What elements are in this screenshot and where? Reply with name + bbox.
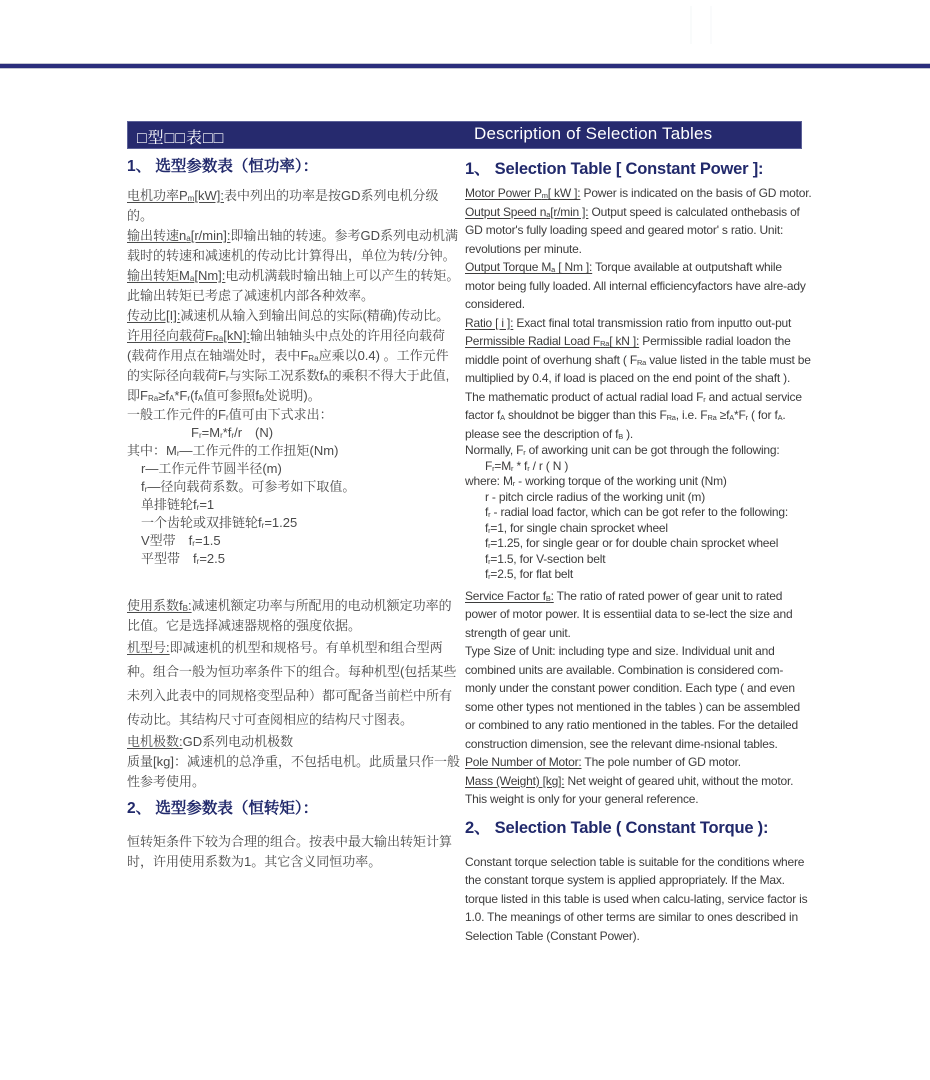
- para-text: 即减速机的机型和规格号。有单机型和组合型两种。组合一般为恒功率条件下的组合。每种机型(包括某些未列入此表中的同规格变型品种）都可配备当前栏中所有传动比。其结构尺寸可查阅相应的结构尺寸图表。: [127, 640, 457, 727]
- formula-line: $f_r—$径向载荷系数。可参考如下取值。: [141, 479, 356, 495]
- para-term: 电机极数:: [127, 734, 183, 749]
- english-column: [465, 150, 813, 945]
- para-ratio-en: [465, 314, 813, 333]
- para-term: Pole Number of Motor:: [465, 755, 582, 769]
- para-term: Output Torque $M_a$ [ Nm ]:: [465, 260, 593, 275]
- para-term: 输出转矩$M_a[Nm]$:: [127, 268, 226, 284]
- radial-load-formula-en: [465, 443, 813, 583]
- formula-line: r—工作元件节圆半径(m): [141, 461, 282, 476]
- chinese-column: [127, 150, 460, 872]
- para-constant-torque-note-zh: [127, 832, 460, 872]
- para-text: The ratio of rated power of gear unit to rated power of motor power. It is essentiial data to se-lect the size and strength of gear unit.: [465, 588, 793, 640]
- para-text: 恒转矩条件下较为合理的组合。按表中最大输出转矩计算时，许用使用系数为1。其它含义同恒功率。: [127, 834, 453, 869]
- para-text: Power is indicated on the basis of GD motor.: [580, 186, 812, 200]
- faint-logo-ghost: [690, 6, 860, 44]
- formula-line: $F_r=M_r*f_r/r$ (N): [191, 425, 274, 441]
- para-radial-load-en: [465, 332, 813, 443]
- para-output-torque-en: [465, 258, 813, 314]
- para-text: 即输出轴的转速。参考GD系列电动机满载时的转速和减速机的传动比计算得出，单位为转/分钟。: [127, 228, 458, 263]
- para-term: Permissible Radial Load $F_{Ra}$[ kN ]:: [465, 334, 640, 349]
- para-service-factor-en: [465, 587, 813, 643]
- para-text: Exact final total transmission ratio from inputto out-put: [513, 315, 792, 330]
- para-term: 机型号:: [127, 640, 170, 655]
- para-text: 表中列出的功率是按GD系列电机分级的。: [127, 188, 439, 223]
- formula-line: 其中：$M_r—$工作元件的工作扭矩(Nm): [127, 443, 339, 459]
- page-title-zh: □型□□表□□: [137, 130, 225, 147]
- formula-line: $F_r=M_r * f_r / r$ ( N ): [485, 458, 569, 473]
- formula-line: V型带 $f_r=1.5$: [141, 533, 221, 549]
- para-text: GD系列电动机极数: [182, 734, 294, 749]
- formula-line: $f_r=1.5$, for V-section belt: [485, 551, 606, 566]
- formula-line: where: $M_r$ - working torque of the working unit (Nm): [465, 474, 727, 489]
- formula-line: 一般工作元件的$F_r$值可由下式求出：: [127, 407, 333, 423]
- formula-line: r - pitch circle radius of the working unit (m): [485, 489, 706, 504]
- para-term: Ratio [ i ]:: [465, 315, 514, 330]
- page-title-en: Description of Selection Tables: [474, 124, 713, 143]
- para-text: Output speed is calculated onthebasis of GD motor's fully loading speed and geared motor' s ratio. Unit: revolutions per minute.: [465, 204, 800, 256]
- para-motor-power-zh: [127, 186, 460, 226]
- para-text: Torque available at outputshaft while motor being fully loaded. All internal efficiencyfactors have alre-ady considered.: [465, 260, 806, 311]
- radial-load-formula-zh: [127, 406, 460, 568]
- formula-line: 一个齿轮或双排链轮$f_r=1.25$: [141, 515, 298, 531]
- para-term: Mass (Weight) [kg]:: [465, 773, 565, 788]
- section-title-bar: [127, 121, 802, 149]
- para-type-size-zh: [127, 636, 460, 732]
- para-text: 质量[kg]：减速机的总净重，不包括电机。此质量只作一般性参考使用。: [127, 754, 460, 789]
- para-type-size-en: [465, 642, 813, 753]
- para-text: Net weight of geared uhit, without the motor. This weight is only for your general reference.: [465, 773, 794, 806]
- para-radial-load-zh: [127, 326, 460, 406]
- para-output-torque-zh: [127, 266, 460, 306]
- para-text: 电动机满载时输出轴上可以产生的转矩。此输出转矩已考虑了减速机内部各种效率。: [127, 268, 460, 303]
- formula-line: $f_r=1.25$, for single gear or for double chain sprocket wheel: [485, 536, 779, 551]
- formula-line: $f_r=2.5$, for flat belt: [485, 567, 574, 582]
- para-text: Type Size of Unit: including type and size. Individual unit and combined units are available. Combination is considered com-monly under the constant power condition. Each type ( and even some other types not mentioned in the tables ) can be assembled or combined to any ratio mentioned in the tables. For the detailed construction dimension, see the relevant dime-nsional tables.: [465, 644, 800, 751]
- para-term: Output Speed $n_a[r/\min$ ]:: [465, 204, 589, 219]
- para-text: 输出轴轴头中点处的许用径向载荷(载荷作用点在轴端处时，表中$F_{Ra}$应乘以0.4) 。工作元件的实际径向载荷$F_r$与实际工况系数$f_A$的乘积不得大于此值,即$F_{Ra}\ge f_A*F_r(f_A$值可参照$f_B$处说明)。: [127, 328, 450, 404]
- heading-constant-power-zh: 1、 选型参数表（恒功率）：: [127, 158, 319, 175]
- para-output-speed-zh: [127, 226, 460, 266]
- para-ratio-zh: [127, 306, 460, 326]
- para-term: 使用系数$f_B$:: [127, 598, 192, 614]
- para-service-factor-zh: [127, 596, 460, 636]
- formula-line: $f_r$ - radial load factor, which can be got refer to the following:: [485, 505, 788, 520]
- formula-line: 单排链轮$f_r=1$: [141, 497, 215, 513]
- formula-line: $f_r=1$, for single chain sprocket wheel: [485, 520, 668, 535]
- para-output-speed-en: [465, 203, 813, 259]
- para-text: The pole number of GD motor.: [581, 755, 741, 769]
- para-constant-torque-note-en: [465, 853, 813, 946]
- formula-line: Normally, $F_r$ of aworking unit can be got through the following:: [465, 443, 780, 458]
- para-term: 许用径向载荷$F_{Ra}[kN]$:: [127, 328, 250, 344]
- top-rule: [0, 63, 930, 69]
- para-text: 减速机额定功率与所配用的电动机额定功率的比值。它是选择减速器规格的强度依据。: [127, 598, 452, 633]
- heading-constant-power-en: 1、 Selection Table [ Constant Power ]:: [465, 160, 764, 178]
- para-text: Constant torque selection table is suitable for the conditions where the constant torque system is applied appropriately. If the Max. torque listed in this table is used when calcu-lating, service factor is 1.0. The meanings of other terms are similar to ones described in Selection Table (Constant Power).: [465, 854, 808, 943]
- para-term: Service Factor $f_B$:: [465, 588, 554, 603]
- para-mass-zh: [127, 752, 460, 792]
- para-term: 电机功率$P_m[kW]$:: [127, 188, 224, 204]
- para-mass-en: [465, 772, 813, 809]
- para-motor-power-en: [465, 184, 813, 203]
- para-term: Motor Power $P_m$[ kW ]:: [465, 186, 581, 201]
- para-term: 输出转速$n_a[r/\min]$:: [127, 228, 231, 244]
- formula-line: 平型带 $f_r=2.5$: [141, 551, 225, 567]
- para-pole-number-en: [465, 753, 813, 772]
- heading-constant-torque-zh: 2、 选型参数表（恒转矩）：: [127, 800, 319, 817]
- para-term: 传动比[I]:: [127, 308, 181, 323]
- heading-constant-torque-en: 2、 Selection Table ( Constant Torque ):: [465, 818, 769, 837]
- para-text: 减速机从输入到输出间总的实际(精确)传动比。: [180, 308, 450, 323]
- para-text: Permissible radial loadon the middle point of overhung shaft ( $F_{Ra}$ value listed in the table must be multiplied by 0.4, if load is placed on the end point of the shaft ). The mathematic product of actual radial load $F_r$ and actual service factor $f_A$ shouldnot be bigger than this $F_{Ra}$, i.e. $F_{Ra} \ge f_A*F_r$ ( for $f_A$. please see the description of $f_B$ ).: [465, 334, 811, 441]
- para-pole-number-zh: [127, 732, 460, 752]
